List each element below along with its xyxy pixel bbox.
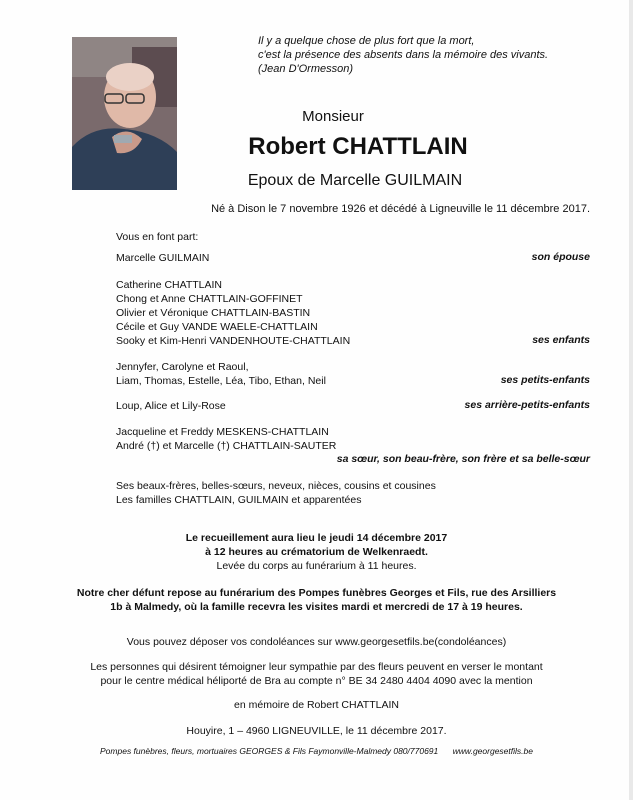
family-name: Jacqueline et Freddy MESKENS-CHATTLAIN xyxy=(116,426,329,438)
flowers-line: en mémoire de Robert CHATTLAIN xyxy=(234,699,399,711)
family-name: André (†) et Marcelle (†) CHATTLAIN-SAUTER xyxy=(116,440,337,452)
family-name: Marcelle GUILMAIN xyxy=(116,252,210,264)
footer-company: Pompes funèbres, fleurs, mortuaires GEORGES & Fils Faymonville-Malmedy 080/770691 xyxy=(100,746,439,756)
flowers-line: pour le centre médical héliporté de Bra au compte n° BE 34 2480 4404 4090 avec la mention xyxy=(100,675,533,687)
family-relation: ses arrière-petits-enfants xyxy=(464,399,590,411)
rest-line: 1b à Malmedy, où la famille recevra les visites mardi et mercredi de 17 à 19 heures. xyxy=(110,601,523,613)
intro-text: Vous en font part: xyxy=(116,231,199,243)
extended-family-line: Ses beaux-frères, belles-sœurs, neveux, nièces, cousins et cousines xyxy=(116,480,436,492)
ceremony-line: Le recueillement aura lieu le jeudi 14 décembre 2017 xyxy=(185,532,448,544)
quote-block xyxy=(258,34,548,76)
family-name: Olivier et Véronique CHATTLAIN-BASTIN xyxy=(116,307,311,319)
deceased-name: Robert CHATTLAIN xyxy=(248,133,468,160)
family-name: Liam, Thomas, Estelle, Léa, Tibo, Ethan, Neil xyxy=(116,375,326,387)
family-name: Jennyfer, Carolyne et Raoul, xyxy=(116,361,249,373)
footer xyxy=(0,746,633,756)
family-name: Cécile et Guy VANDE WAELE-CHATTLAIN xyxy=(116,321,318,333)
family-relation: ses petits-enfants xyxy=(500,374,590,386)
family-name: Chong et Anne CHATTLAIN-GOFFINET xyxy=(116,293,303,305)
condolences-line: Vous pouvez déposer vos condoléances sur www.georgesetfils.be(condoléances) xyxy=(126,636,507,648)
ceremony-line: à 12 heures au crématorium de Welkenraedt. xyxy=(205,546,428,558)
family-relation: son épouse xyxy=(531,251,590,263)
family-name: Loup, Alice et Lily-Rose xyxy=(116,400,226,412)
family-name: Catherine CHATTLAIN xyxy=(116,279,223,291)
ceremony-line: Levée du corps au funérarium à 11 heures. xyxy=(216,560,417,572)
family-relation: sa sœur, son beau-frère, son frère et sa belle-sœur xyxy=(336,453,590,465)
title-prefix: Monsieur xyxy=(302,108,364,125)
spouse-line: Epoux de Marcelle GUILMAIN xyxy=(247,172,463,189)
quote-author: (Jean D'Ormesson) xyxy=(258,63,354,75)
rest-line: Notre cher défunt repose au funérarium des Pompes funèbres Georges et Fils, rue des Arsilliers xyxy=(76,587,557,599)
flowers-line: Les personnes qui désirent témoigner leur sympathie par des fleurs peuvent en verser le montant xyxy=(90,661,543,673)
extended-family-line: Les familles CHATTLAIN, GUILMAIN et apparentées xyxy=(116,494,362,506)
quote-line: c'est la présence des absents dans la mémoire des vivants. xyxy=(258,49,549,61)
footer-website[interactable]: www.georgesetfils.be xyxy=(452,746,533,756)
quote-line: Il y a quelque chose de plus fort que la mort, xyxy=(258,35,475,47)
family-name: Sooky et Kim-Henri VANDENHOUTE-CHATTLAIN xyxy=(116,335,351,347)
address-line: Houyire, 1 – 4960 LIGNEUVILLE, le 11 décembre 2017. xyxy=(186,725,447,737)
birth-death-line: Né à Dison le 7 novembre 1926 et décédé à Ligneuville le 11 décembre 2017. xyxy=(211,203,590,215)
family-relation: ses enfants xyxy=(532,334,590,346)
